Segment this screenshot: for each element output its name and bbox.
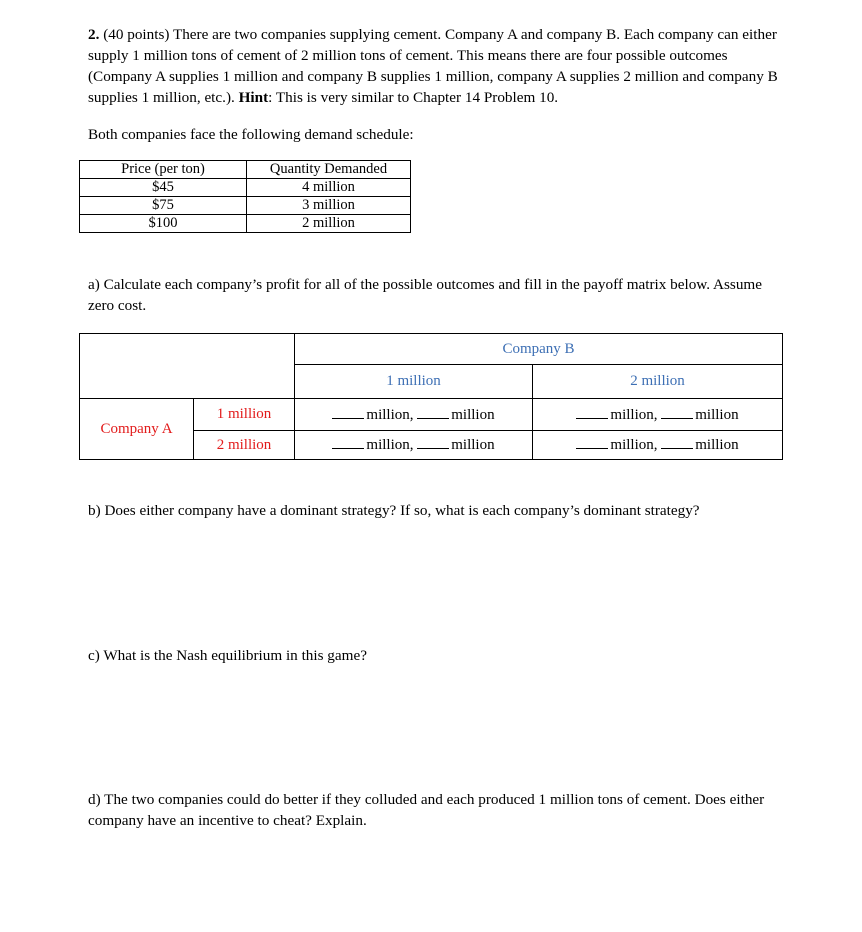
problem-intro: (40 points) There are two companies supplying cement. Company A and company B. Each company can either supply 1 million tons of cement of 2 million tons of cement. This means there are four possible outcomes (Company A supplies 1 million and company B supplies 1 million, company A supplies 2 million and company B supplies 1 million, etc.). bbox=[88, 26, 778, 106]
payoff-blank[interactable] bbox=[661, 406, 693, 419]
company-a-label: Company A bbox=[80, 399, 194, 460]
demand-table bbox=[79, 160, 411, 233]
table-row bbox=[80, 215, 411, 233]
cell-word: million, bbox=[366, 406, 414, 423]
quantity-cell: 4 million bbox=[247, 179, 411, 197]
demand-intro: Both companies face the following demand schedule: bbox=[88, 126, 414, 143]
company-b-label: Company B bbox=[295, 334, 783, 365]
payoff-blank[interactable] bbox=[417, 406, 449, 419]
price-cell: $45 bbox=[80, 179, 247, 197]
cell-word: million, bbox=[366, 437, 414, 453]
cell-word: million bbox=[695, 437, 739, 453]
hint-text: : This is very similar to Chapter 14 Problem 10. bbox=[268, 89, 559, 106]
part-d-question: d) The two companies could do better if they colluded and each produced 1 million tons of cement. Does either company have an incentive to cheat? Explain. bbox=[88, 791, 765, 829]
company-b-option-2: 2 million bbox=[533, 365, 783, 399]
cell-word: million, bbox=[610, 406, 658, 423]
hint-label: Hint bbox=[238, 89, 269, 106]
part-b-question: b) Does either company have a dominant strategy? If so, what is each company’s dominant strategy? bbox=[88, 502, 700, 519]
cell-word: million, bbox=[610, 437, 658, 453]
payoff-matrix bbox=[79, 333, 783, 460]
payoff-blank[interactable] bbox=[417, 436, 449, 449]
problem-number: 2. bbox=[88, 26, 100, 43]
cell-word: million bbox=[695, 406, 739, 423]
payoff-blank[interactable] bbox=[576, 406, 608, 419]
payoff-cell-2-2[interactable] bbox=[533, 431, 783, 460]
company-a-option-2: 2 million bbox=[194, 431, 295, 460]
price-cell: $75 bbox=[80, 197, 247, 215]
cell-word: million bbox=[451, 406, 495, 423]
part-a-question: a) Calculate each company’s profit for all of the possible outcomes and fill in the payoff matrix below. Assume zero cost. bbox=[88, 276, 762, 314]
price-cell: $100 bbox=[80, 215, 247, 233]
quantity-cell: 2 million bbox=[247, 215, 411, 233]
table-row bbox=[80, 197, 411, 215]
company-b-option-1: 1 million bbox=[295, 365, 533, 399]
table-row bbox=[80, 179, 411, 197]
quantity-header: Quantity Demanded bbox=[247, 161, 411, 179]
payoff-cell-1-2[interactable] bbox=[533, 399, 783, 431]
cell-word: million bbox=[451, 437, 495, 453]
payoff-blank[interactable] bbox=[332, 406, 364, 419]
payoff-blank[interactable] bbox=[576, 436, 608, 449]
payoff-blank[interactable] bbox=[332, 436, 364, 449]
part-c-question: c) What is the Nash equilibrium in this game? bbox=[88, 647, 367, 664]
payoff-cell-2-1[interactable] bbox=[295, 431, 533, 460]
price-header: Price (per ton) bbox=[80, 161, 247, 179]
payoff-blank[interactable] bbox=[661, 436, 693, 449]
demand-header-row bbox=[80, 161, 411, 179]
quantity-cell: 3 million bbox=[247, 197, 411, 215]
payoff-cell-1-1[interactable] bbox=[295, 399, 533, 431]
matrix-corner bbox=[80, 334, 295, 399]
problem-statement bbox=[88, 24, 788, 108]
company-a-option-1: 1 million bbox=[194, 399, 295, 431]
